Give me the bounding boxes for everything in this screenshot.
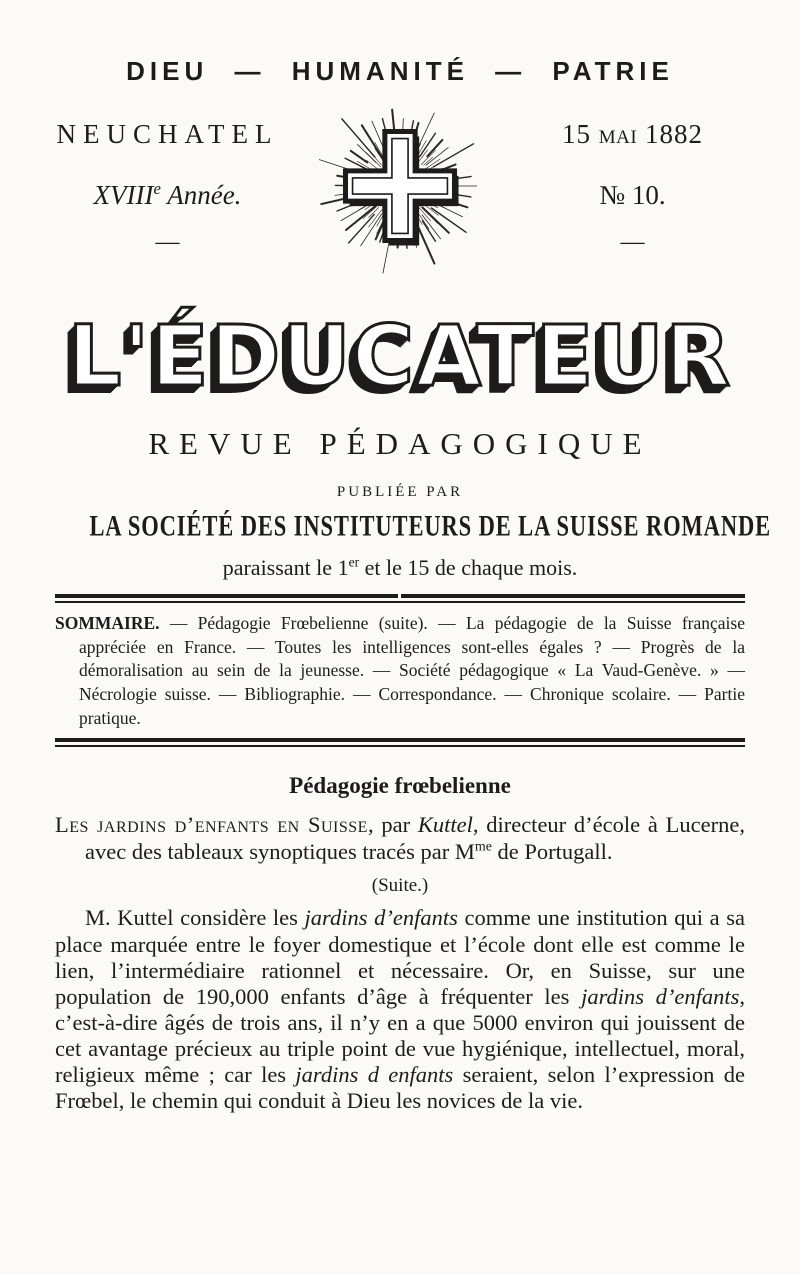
sommaire-text: SOMMAIRE. — Pédagogie Frœbelienne (suite). — La pédagogie de la Suisse française appréciée en France. — Toutes les intelligences sont-elles égales ? — Progrès de la démoralisation au sein de la jeunesse. — Société pédagogique « La Vaud-Genève. » — Nécrologie suisse. — Bibliographie. — Correspondance. — Chronique scolaire. — Partie pratique. bbox=[55, 612, 745, 730]
text-segment: mai bbox=[599, 119, 637, 149]
masthead-row bbox=[55, 105, 745, 290]
text-segment: 15 bbox=[562, 119, 599, 149]
issue-number: № 10. bbox=[599, 180, 665, 211]
text-segment: Les jardins d’enfants en Suisse bbox=[55, 812, 368, 837]
published-by-line: PUBLIÉE PAR bbox=[55, 484, 745, 501]
text-segment: M. Kuttel considère les bbox=[85, 905, 305, 930]
issue-date bbox=[562, 119, 703, 150]
left-dash: — bbox=[156, 229, 180, 256]
text-segment: e bbox=[154, 179, 161, 198]
text-segment: jardins d’enfants bbox=[305, 905, 458, 930]
text-segment: et le 15 de chaque mois. bbox=[359, 555, 577, 580]
text-segment: seraient, selon l’expression de Frœbel, le chemin qui conduit à Dieu les novices de la vie. bbox=[55, 1062, 745, 1113]
article-heading: Pédagogie frœbelienne bbox=[55, 773, 745, 799]
text-segment: XVIII bbox=[94, 180, 154, 210]
masthead bbox=[55, 56, 745, 290]
sommaire-label: SOMMAIRE. bbox=[55, 613, 160, 633]
text-segment: me bbox=[475, 839, 492, 854]
journal-title: L'ÉDUCATEUR bbox=[55, 312, 745, 400]
text-segment: de Portugall. bbox=[492, 839, 613, 864]
text-segment: paraissant le 1 bbox=[223, 555, 349, 580]
article-lead bbox=[55, 812, 745, 865]
masthead-right-column bbox=[520, 105, 745, 256]
text-segment: comme une institution qui a sa place marquée entre le foyer domestique et l’école dont elle est comme le lien, l’intermédiaire rationnel et nécessaire. Or, en Suisse, sur une population de 190,000 enfants d’âge à fréquenter les bbox=[55, 905, 745, 1008]
text-segment: 1882 bbox=[637, 119, 703, 149]
article-body bbox=[55, 905, 745, 1114]
place-name: NEUCHATEL bbox=[57, 119, 279, 150]
text-segment: jardins d enfants bbox=[295, 1062, 453, 1087]
rule-break bbox=[398, 594, 401, 598]
text-segment: Kuttel bbox=[418, 812, 473, 837]
text-segment: , directeur d’école à Lucerne, avec des tableaux synoptiques tracés par M bbox=[85, 812, 745, 864]
suite-label: (Suite.) bbox=[55, 875, 745, 897]
text-segment: er bbox=[349, 555, 360, 570]
right-dash: — bbox=[621, 229, 645, 256]
text-segment: jardins d’enfants bbox=[581, 984, 739, 1009]
text-segment: , c’est-à-dire âgés de trois ans, il n’y en a que 5000 environ qui jouissent de cet avantage précieux au triple point de vue hygiénique, intellectuel, moral, religieux même ; car les bbox=[55, 984, 745, 1087]
divider-rule-top bbox=[55, 594, 745, 603]
divider-rule-bottom bbox=[55, 738, 745, 747]
text-segment: , par bbox=[368, 812, 418, 837]
journal-front-page bbox=[55, 56, 745, 1114]
volume-line bbox=[94, 180, 242, 211]
text-segment: Année. bbox=[161, 180, 241, 210]
swiss-cross-sunburst-icon bbox=[290, 105, 510, 277]
frequency-line bbox=[55, 555, 745, 581]
motto: DIEU — HUMANITÉ — PATRIE bbox=[55, 56, 745, 87]
masthead-left-column bbox=[55, 105, 280, 256]
journal-subtitle: REVUE PÉDAGOGIQUE bbox=[55, 426, 745, 462]
society-name: LA SOCIÉTÉ DES INSTITUTEURS DE LA SUISSE ROMANDE bbox=[90, 511, 711, 544]
